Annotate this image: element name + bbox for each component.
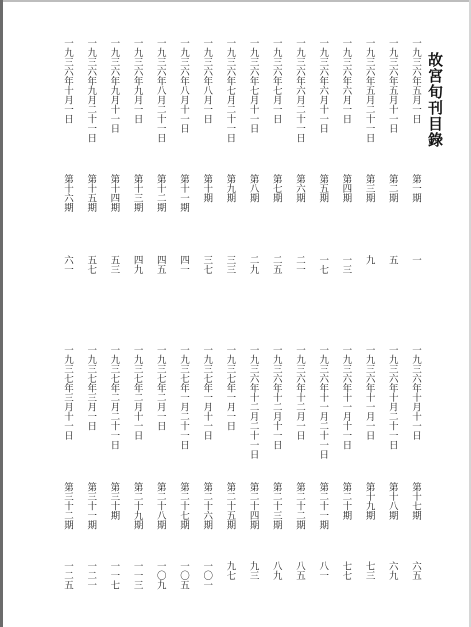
entry-page: 三七 <box>201 255 213 274</box>
entry-page: 四九 <box>131 255 143 274</box>
entry-date: 一九三七年二月十一日 <box>131 345 143 440</box>
entry-date: 一九三六年七月十一日 <box>247 38 259 133</box>
entry-issue: 第八期 <box>247 174 259 203</box>
entry-date: 一九三六年七月二十一日 <box>224 38 236 143</box>
entry-page: 一 <box>410 255 421 265</box>
entry-page: 一一七 <box>108 561 120 590</box>
entry-issue: 第四期 <box>340 174 352 203</box>
entry-date: 一九三六年六月十一日 <box>317 38 329 133</box>
entry-page: 八一 <box>317 561 329 580</box>
entry-date: 一九三七年三月十一日 <box>62 345 73 440</box>
entry-date: 一九三六年六月二十一日 <box>294 38 305 143</box>
entry-date: 一九三六年五月一日 <box>410 38 421 124</box>
entry-page: 六五 <box>410 561 421 580</box>
entry-page: 二九 <box>247 255 259 274</box>
entry-issue: 第十四期 <box>108 174 120 212</box>
entry-issue: 第三期 <box>363 174 375 203</box>
entry-page: 一七 <box>317 255 329 274</box>
entry-issue: 第十二期 <box>154 174 166 212</box>
entry-date: 一九三六年九月一日 <box>131 38 143 124</box>
entry-issue: 第二十八期 <box>154 482 166 530</box>
entry-page: 五三 <box>108 255 120 274</box>
entry-issue: 第三十一期 <box>85 482 97 530</box>
entry-date: 一九三六年八月十一日 <box>178 38 189 133</box>
entry-date: 一九三六年十一月十一日 <box>340 345 352 450</box>
entry-date: 一九三七年一月一日 <box>224 345 236 431</box>
entry-page: 五七 <box>85 255 97 274</box>
entry-page: 八五 <box>294 561 305 580</box>
document-title: 故宮旬刊目錄 <box>426 52 444 148</box>
entry-issue: 第三十期 <box>108 482 120 520</box>
entry-page: 六一 <box>62 255 73 274</box>
entry-issue: 第二十二期 <box>294 482 305 530</box>
entry-date: 一九三六年九月十一日 <box>108 38 120 133</box>
entry-issue: 第二十三期 <box>270 482 282 530</box>
entry-date: 一九三六年十月二十一日 <box>386 345 398 450</box>
entry-date: 一九三六年十二月二十一日 <box>247 345 259 459</box>
entry-issue: 第二十五期 <box>224 482 236 530</box>
entry-page: 八九 <box>270 561 282 580</box>
entry-date: 一九三六年十一月二十一日 <box>317 345 329 459</box>
entry-date: 一九三六年十二月一日 <box>294 345 305 440</box>
entry-page: 一一三 <box>131 561 143 590</box>
entry-date: 一九三六年八月二十一日 <box>154 38 166 143</box>
entry-date: 一九三六年十二月十一日 <box>270 345 282 450</box>
entry-date: 一九三六年五月十一日 <box>386 38 398 133</box>
entry-issue: 第六期 <box>294 174 305 203</box>
page-top-edge <box>0 0 471 2</box>
entry-page: 九 <box>363 255 375 265</box>
entry-issue: 第五期 <box>317 174 329 203</box>
entry-issue: 第七期 <box>270 174 282 203</box>
entry-date: 一九三六年十月一日 <box>62 38 73 124</box>
entry-issue: 第二十九期 <box>131 482 143 530</box>
entry-issue: 第三十二期 <box>62 482 73 530</box>
entry-issue: 第九期 <box>224 174 236 203</box>
entry-date: 一九三七年二月一日 <box>154 345 166 431</box>
entry-date: 一九三七年一月二十一日 <box>178 345 189 450</box>
entry-issue: 第二十一期 <box>317 482 329 530</box>
entry-issue: 第十期 <box>201 174 213 203</box>
entry-page: 七七 <box>340 561 352 580</box>
entry-date: 一九三六年六月一日 <box>340 38 352 124</box>
entry-date: 一九三七年二月二十一日 <box>108 345 120 450</box>
entry-issue: 第二十期 <box>340 482 352 520</box>
entry-issue: 第一期 <box>410 174 421 203</box>
entry-issue: 第十六期 <box>62 174 73 212</box>
entry-date: 一九三六年五月二十一日 <box>363 38 375 143</box>
entry-page: 一二五 <box>62 561 73 590</box>
entry-issue: 第二十六期 <box>201 482 213 530</box>
entry-issue: 第十一期 <box>178 174 189 212</box>
entry-page: 一〇一 <box>201 561 213 590</box>
entry-date: 一九三六年十月十一日 <box>410 345 421 440</box>
entry-date: 一九三六年九月二十一日 <box>85 38 97 143</box>
entry-issue: 第二期 <box>386 174 398 203</box>
entry-page: 一三 <box>340 255 352 274</box>
entry-page: 一〇五 <box>178 561 189 590</box>
entry-page: 三三 <box>224 255 236 274</box>
entry-date: 一九三七年一月十一日 <box>201 345 213 440</box>
entry-date: 一九三六年七月一日 <box>270 38 282 124</box>
entry-date: 一九三六年十一月一日 <box>363 345 375 440</box>
entry-issue: 第十五期 <box>85 174 97 212</box>
entry-issue: 第十八期 <box>386 482 398 520</box>
entry-issue: 第十三期 <box>131 174 143 212</box>
entry-page: 九七 <box>224 561 236 580</box>
entry-issue: 第二十七期 <box>178 482 189 530</box>
entry-page: 一〇九 <box>154 561 166 590</box>
entry-page: 九三 <box>247 561 259 580</box>
entry-page: 四五 <box>154 255 166 274</box>
page-left-edge <box>0 0 3 627</box>
entry-issue: 第十七期 <box>410 482 421 520</box>
entry-page: 二一 <box>294 255 305 274</box>
entry-date: 一九三七年三月一日 <box>85 345 97 431</box>
entry-page: 五 <box>386 255 398 265</box>
entry-page: 一二一 <box>85 561 97 590</box>
entry-page: 六九 <box>386 561 398 580</box>
entry-date: 一九三六年八月一日 <box>201 38 213 124</box>
entry-page: 七三 <box>363 561 375 580</box>
entry-issue: 第十九期 <box>363 482 375 520</box>
entry-issue: 第二十四期 <box>247 482 259 530</box>
entry-page: 二五 <box>270 255 282 274</box>
entry-page: 四一 <box>178 255 189 274</box>
